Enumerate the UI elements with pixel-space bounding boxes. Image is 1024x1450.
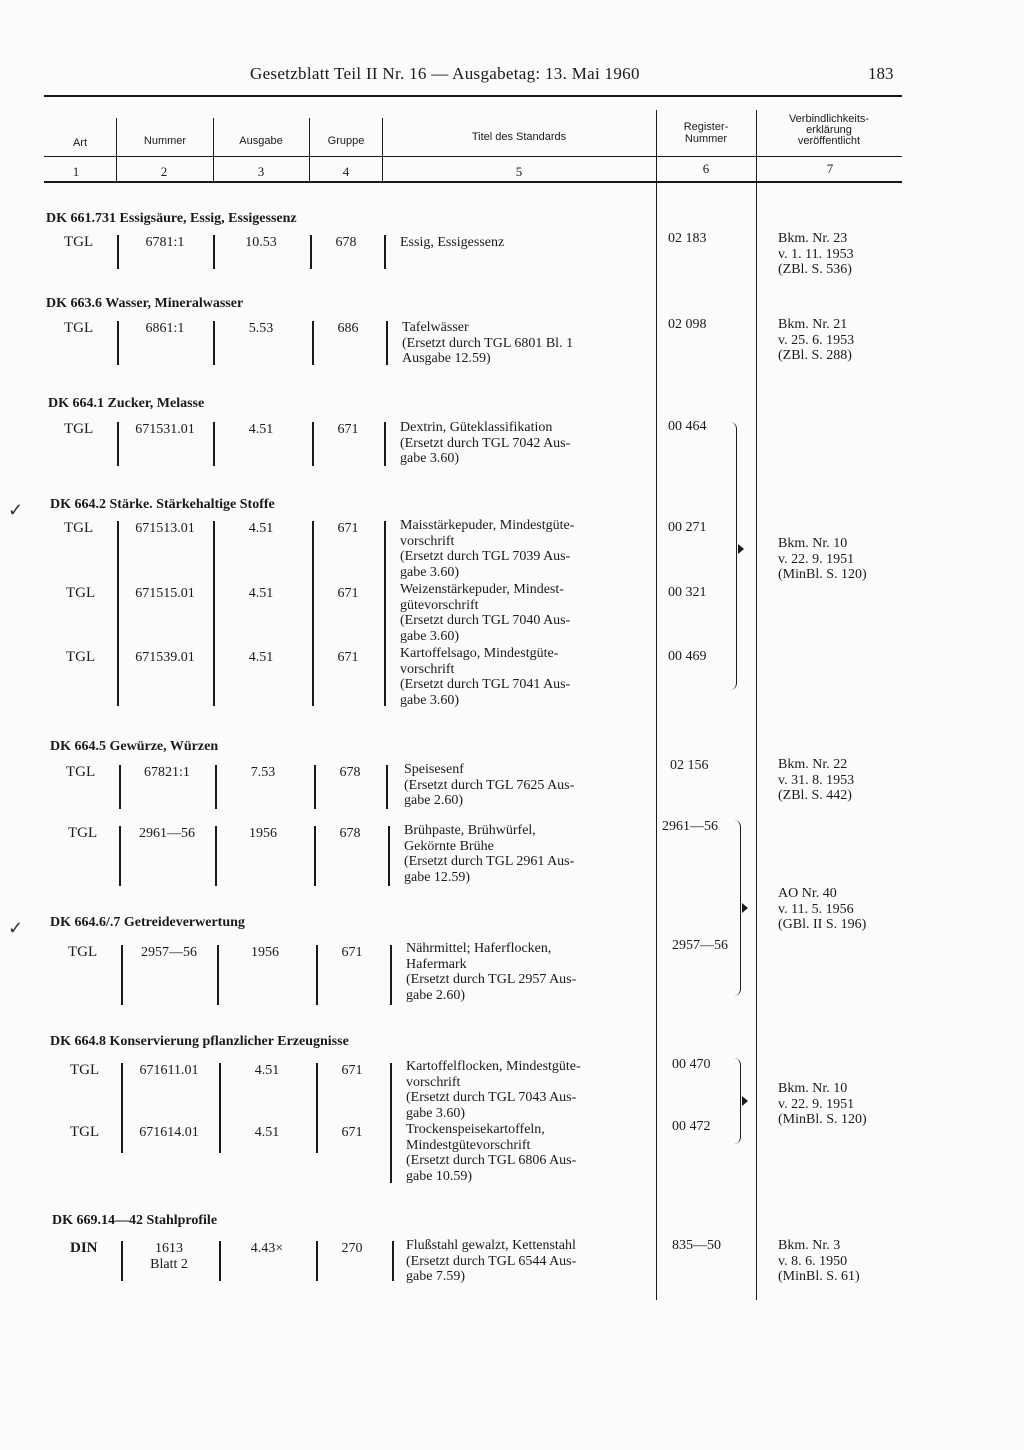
- cell-art: TGL: [70, 1062, 100, 1078]
- header-divider: [382, 118, 383, 182]
- cell-publication: Bkm. Nr. 10 v. 22. 9. 1951 (MinBl. S. 120): [778, 1081, 867, 1127]
- cell-nummer: 2957—56: [141, 945, 197, 960]
- cell-ausgabe: 1956: [251, 945, 279, 960]
- cell-art: TGL: [64, 320, 94, 336]
- cell-gruppe: 671: [341, 1125, 363, 1140]
- header-divider: [116, 118, 117, 182]
- cell-publication: AO Nr. 40 v. 11. 5. 1956 (GBl. II S. 196): [778, 886, 867, 932]
- cell-register: 00 469: [668, 649, 707, 664]
- column-label-publication: Verbindlichkeits- erklärung veröffentlicht: [788, 113, 870, 147]
- cell-register: 00 321: [668, 585, 707, 600]
- column-number: 5: [515, 164, 523, 179]
- cell-separator: [219, 1063, 221, 1153]
- cell-titel: Essig, Essigessenz: [400, 235, 505, 250]
- header-rule-bottom: [44, 181, 902, 183]
- group-brace: [730, 422, 737, 690]
- cell-separator: [213, 521, 215, 706]
- group-brace-tip: [742, 903, 748, 913]
- column-label-titel: Titel des Standards: [471, 131, 567, 143]
- column-label-gruppe: Gruppe: [327, 135, 365, 147]
- cell-nummer: 2961—56: [139, 826, 195, 841]
- cell-ausgabe: 4.51: [248, 521, 274, 536]
- header-divider: [309, 118, 310, 182]
- cell-separator: [390, 945, 392, 1005]
- cell-art: TGL: [64, 234, 94, 250]
- cell-ausgabe: 4.43×: [250, 1241, 284, 1256]
- cell-titel: Flußstahl gewalzt, Kettenstahl (Ersetzt durch TGL 6544 Aus- gabe 7.59): [406, 1238, 577, 1284]
- cell-ausgabe: 4.51: [248, 650, 274, 665]
- cell-separator: [384, 521, 386, 706]
- cell-titel: Nährmittel; Haferflocken, Hafermark (Ersetzt durch TGL 2957 Aus- gabe 2.60): [406, 941, 577, 1003]
- cell-titel: Tafelwässer (Ersetzt durch TGL 6801 Bl. 1 Ausgabe 12.59): [402, 320, 574, 366]
- cell-art: TGL: [68, 944, 98, 960]
- margin-check-mark: ✓: [8, 500, 24, 520]
- cell-nummer: 6861:1: [145, 321, 185, 336]
- page-header-title: Gesetzblatt Teil II Nr. 16 — Ausgabetag: 13. Mai 1960: [250, 64, 640, 83]
- cell-publication: Bkm. Nr. 10 v. 22. 9. 1951 (MinBl. S. 120): [778, 536, 867, 582]
- column-number: 6: [702, 161, 710, 176]
- cell-ausgabe: 4.51: [248, 422, 274, 437]
- cell-gruppe: 270: [341, 1241, 363, 1256]
- cell-separator: [121, 945, 123, 1005]
- cell-register: 835—50: [672, 1238, 721, 1253]
- cell-register: 00 470: [672, 1057, 711, 1072]
- cell-separator: [117, 422, 119, 466]
- cell-separator: [390, 1063, 392, 1183]
- cell-titel: Speisesenf (Ersetzt durch TGL 7625 Aus- gabe 2.60): [404, 762, 575, 808]
- cell-gruppe: 678: [339, 826, 361, 841]
- header-rule-mid: [44, 156, 902, 157]
- page-number: 183: [868, 64, 894, 83]
- cell-nummer: 671515.01: [135, 586, 195, 601]
- cell-separator: [312, 521, 314, 706]
- column-label-art: Art: [72, 137, 88, 149]
- cell-separator: [213, 422, 215, 466]
- cell-register: 00 271: [668, 520, 707, 535]
- cell-separator: [213, 321, 215, 365]
- group-brace: [734, 1058, 741, 1144]
- section-heading: DK 664.6/.7 Getreideverwertung: [50, 915, 245, 930]
- group-brace-tip: [742, 1096, 748, 1106]
- cell-gruppe: 686: [337, 321, 359, 336]
- column-label-ausgabe: Ausgabe: [239, 135, 283, 147]
- cell-publication: Bkm. Nr. 21 v. 25. 6. 1953 (ZBl. S. 288): [778, 317, 855, 363]
- cell-publication: Bkm. Nr. 23 v. 1. 11. 1953 (ZBl. S. 536): [778, 231, 854, 277]
- cell-titel: Weizenstärkepuder, Mindest- gütevorschrift (Ersetzt durch TGL 7040 Aus- gabe 3.60): [400, 582, 571, 644]
- cell-publication: Bkm. Nr. 3 v. 8. 6. 1950 (MinBl. S. 61): [778, 1238, 860, 1284]
- cell-register: 00 472: [672, 1119, 711, 1134]
- cell-gruppe: 671: [337, 586, 359, 601]
- cell-nummer: 671539.01: [135, 650, 195, 665]
- cell-register: 02 156: [670, 758, 709, 773]
- cell-separator: [117, 235, 119, 269]
- cell-separator: [215, 826, 217, 886]
- header-rule-top: [44, 95, 902, 97]
- cell-separator: [386, 321, 388, 365]
- column-number: 3: [257, 164, 265, 179]
- cell-register: 2957—56: [672, 938, 728, 953]
- cell-titel: Kartoffelflocken, Mindestgüte- vorschrift (Ersetzt durch TGL 7043 Aus- gabe 3.60): [406, 1059, 581, 1121]
- cell-ausgabe: 1956: [249, 826, 277, 841]
- cell-ausgabe: 4.51: [254, 1125, 280, 1140]
- cell-gruppe: 671: [341, 945, 363, 960]
- margin-check-mark: ✓: [8, 918, 24, 938]
- cell-separator: [215, 765, 217, 809]
- cell-art: TGL: [64, 421, 94, 437]
- cell-separator: [219, 1241, 221, 1281]
- cell-separator: [217, 945, 219, 1005]
- column-number: 2: [160, 164, 168, 179]
- cell-titel: Trockenspeisekartoffeln, Mindestgütevorschrift (Ersetzt durch TGL 6806 Aus- gabe 10.59): [406, 1122, 577, 1184]
- cell-register: 00 464: [668, 419, 707, 434]
- cell-ausgabe: 5.53: [248, 321, 274, 336]
- section-heading: DK 664.1 Zucker, Melasse: [48, 396, 205, 411]
- cell-separator: [386, 765, 388, 809]
- cell-gruppe: 671: [337, 422, 359, 437]
- cell-titel: Brühpaste, Brühwürfel, Gekörnte Brühe (Ersetzt durch TGL 2961 Aus- gabe 12.59): [404, 823, 575, 885]
- cell-nummer: 671531.01: [135, 422, 195, 437]
- cell-gruppe: 671: [337, 521, 359, 536]
- section-heading: DK 664.2 Stärke. Stärkehaltige Stoffe: [50, 497, 275, 512]
- cell-separator: [117, 521, 119, 706]
- column-label-register: Register- Nummer: [683, 121, 729, 145]
- cell-nummer: 1613 Blatt 2: [150, 1241, 188, 1272]
- cell-art: TGL: [64, 520, 94, 536]
- cell-nummer: 671614.01: [139, 1125, 199, 1140]
- column-number: 1: [72, 164, 80, 179]
- section-heading: DK 661.731 Essigsäure, Essig, Essigessenz: [46, 211, 297, 226]
- cell-nummer: 67821:1: [144, 765, 190, 780]
- cell-separator: [119, 826, 121, 886]
- cell-ausgabe: 7.53: [250, 765, 276, 780]
- cell-register: 02 183: [668, 231, 707, 246]
- section-heading: DK 663.6 Wasser, Mineralwasser: [46, 296, 244, 311]
- cell-gruppe: 671: [337, 650, 359, 665]
- cell-art: TGL: [66, 764, 96, 780]
- cell-separator: [388, 826, 390, 886]
- cell-gruppe: 678: [335, 235, 357, 250]
- cell-titel: Dextrin, Güteklassifikation (Ersetzt durch TGL 7042 Aus- gabe 3.60): [400, 420, 571, 466]
- column-label-nummer: Nummer: [143, 135, 187, 147]
- cell-art: TGL: [68, 825, 98, 841]
- cell-separator: [213, 235, 215, 269]
- column-number: 4: [342, 164, 350, 179]
- cell-art: TGL: [66, 585, 96, 601]
- cell-nummer: 671513.01: [135, 521, 195, 536]
- section-heading: DK 669.14—42 Stahlprofile: [52, 1213, 218, 1228]
- cell-art: TGL: [66, 649, 96, 665]
- cell-nummer: 6781:1: [145, 235, 185, 250]
- group-brace-tip: [738, 544, 744, 554]
- cell-separator: [119, 765, 121, 809]
- cell-publication: Bkm. Nr. 22 v. 31. 8. 1953 (ZBl. S. 442): [778, 757, 855, 803]
- column-number: 7: [826, 161, 834, 176]
- group-brace: [734, 820, 741, 996]
- cell-gruppe: 671: [341, 1063, 363, 1078]
- column-divider-register: [656, 110, 657, 1300]
- header-divider: [213, 118, 214, 182]
- cell-register: 02 098: [668, 317, 707, 332]
- cell-separator: [121, 1241, 123, 1281]
- cell-art: TGL: [70, 1124, 100, 1140]
- cell-nummer: 671611.01: [139, 1063, 199, 1078]
- cell-ausgabe: 4.51: [254, 1063, 280, 1078]
- section-heading: DK 664.5 Gewürze, Würzen: [50, 739, 219, 754]
- cell-separator: [121, 1063, 123, 1153]
- cell-titel: Kartoffelsago, Mindestgüte- vorschrift (Ersetzt durch TGL 7041 Aus- gabe 3.60): [400, 646, 571, 708]
- cell-separator: [384, 422, 386, 466]
- section-heading: DK 664.8 Konservierung pflanzlicher Erzeugnisse: [50, 1034, 349, 1049]
- cell-ausgabe: 4.51: [248, 586, 274, 601]
- cell-art: DIN: [70, 1240, 98, 1256]
- cell-register: 2961—56: [662, 819, 718, 834]
- column-divider-publication: [756, 110, 757, 1300]
- cell-separator: [384, 235, 386, 269]
- cell-titel: Maisstärkepuder, Mindestgüte- vorschrift (Ersetzt durch TGL 7039 Aus- gabe 3.60): [400, 518, 575, 580]
- cell-separator: [117, 321, 119, 365]
- cell-separator: [392, 1241, 394, 1281]
- cell-ausgabe: 10.53: [245, 235, 277, 250]
- cell-gruppe: 678: [339, 765, 361, 780]
